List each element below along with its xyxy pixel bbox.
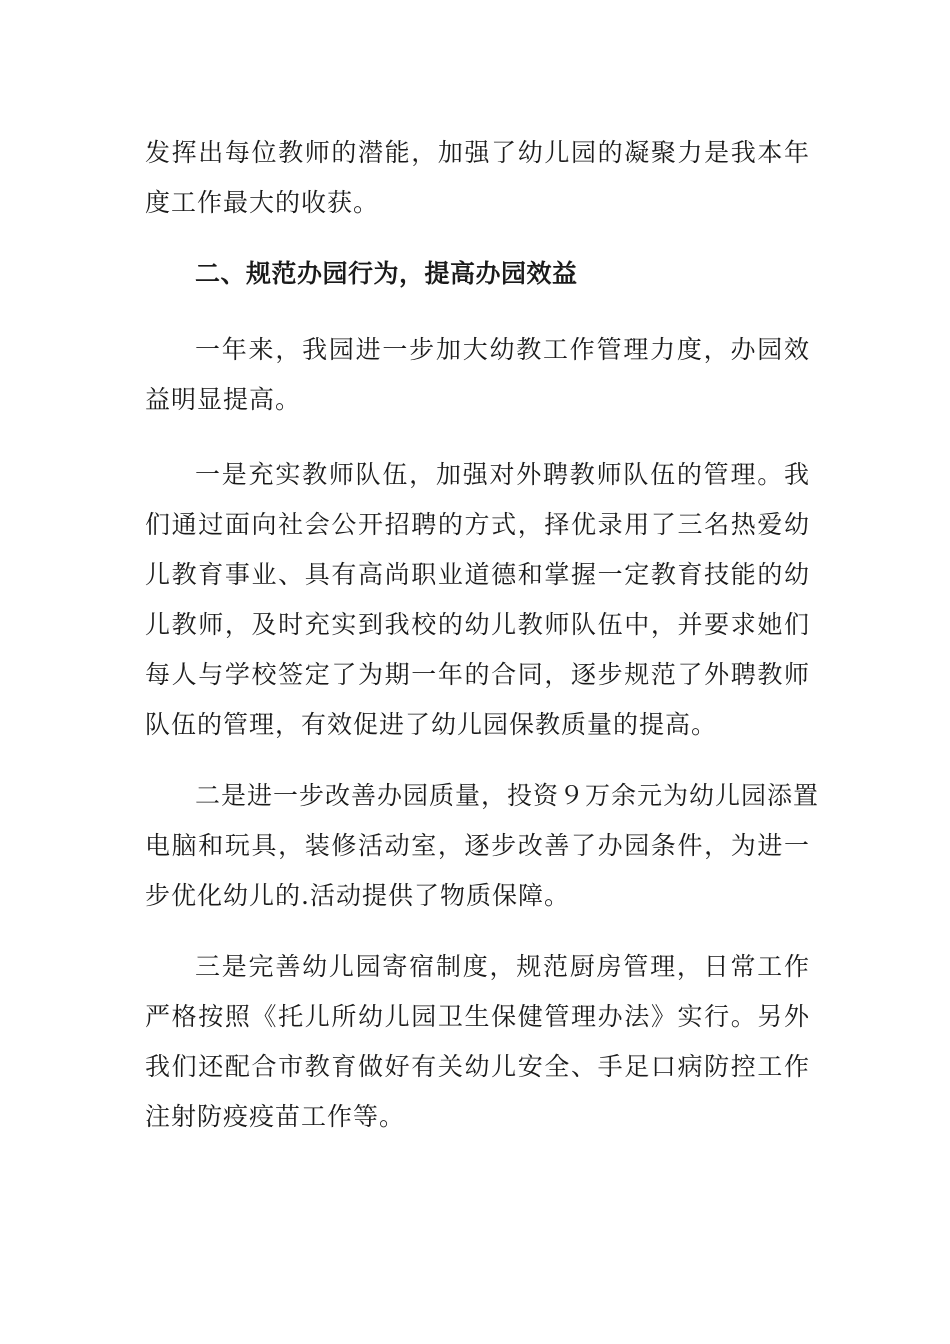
paragraph-5-line-4: 注射防疫疫苗工作等。 — [145, 1102, 406, 1131]
paragraph-4-line-3: 步优化幼儿的.活动提供了物质保障。 — [145, 881, 570, 910]
section-heading-2: 二、规范办园行为，提高办园效益 — [195, 259, 578, 288]
paragraph-5-line-3: 我们还配合市教育做好有关幼儿安全、手足口病防控工作 — [145, 1052, 810, 1081]
paragraph-3-line-4: 儿教师，及时充实到我校的幼儿教师队伍中，并要求她们 — [145, 610, 810, 639]
paragraph-4-line-2: 电脑和玩具，装修活动室，逐步改善了办园条件，为进一 — [145, 831, 810, 860]
paragraph-1-line-1: 发挥出每位教师的潜能，加强了幼儿园的凝聚力是我本年 — [145, 138, 810, 167]
paragraph-3-line-2: 们通过面向社会公开招聘的方式，择优录用了三名热爱幼 — [145, 510, 810, 539]
paragraph-2-line-2: 益明显提高。 — [145, 385, 302, 414]
paragraph-5-line-2: 严格按照《托儿所幼儿园卫生保健管理办法》实行。另外 — [145, 1002, 810, 1031]
paragraph-3-line-3: 儿教育事业、具有高尚职业道德和掌握一定教育技能的幼 — [145, 560, 810, 589]
paragraph-3-line-1: 一是充实教师队伍，加强对外聘教师队伍的管理。我 — [195, 460, 810, 489]
paragraph-3-line-5: 每人与学校签定了为期一年的合同，逐步规范了外聘教师 — [145, 660, 810, 689]
paragraph-3-line-6: 队伍的管理，有效促进了幼儿园保教质量的提高。 — [145, 710, 718, 739]
paragraph-2-line-1: 一年来，我园进一步加大幼教工作管理力度，办园效 — [195, 335, 810, 364]
paragraph-1-line-2: 度工作最大的收获。 — [145, 188, 380, 217]
paragraph-4-line-1: 二是进一步改善办园质量，投资９万余元为幼儿园添置 — [195, 781, 820, 810]
paragraph-5-line-1: 三是完善幼儿园寄宿制度，规范厨房管理，日常工作 — [195, 952, 810, 981]
